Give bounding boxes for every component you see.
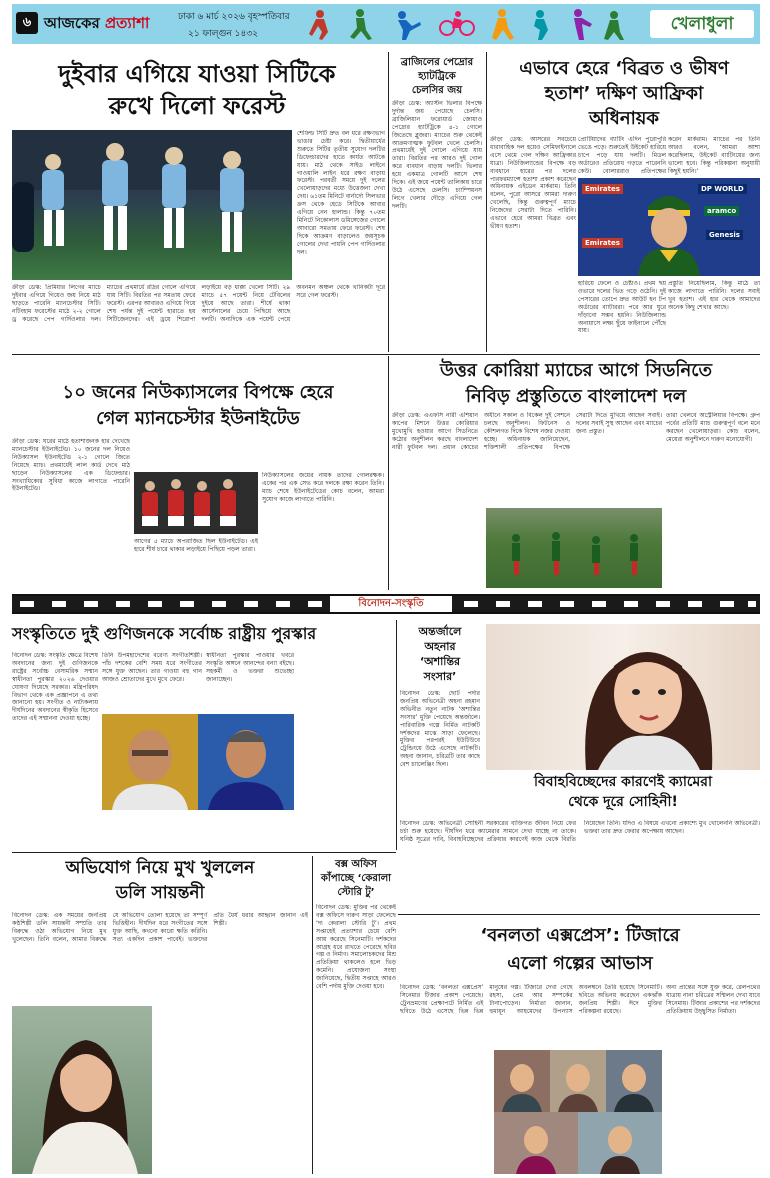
mu-headline-line1: ১০ জনের নিউক্যাসলের বিপক্ষে হেরে <box>62 382 334 403</box>
doli-photo <box>12 1006 152 1174</box>
training-players-icon <box>486 508 662 588</box>
award-body-2: তিনি উপমহাদেশের বরেণ্য সংগীতশিল্পী। পাঁচ দশকের বেশি সময় ধরে সংগীতের সঙ্গে যুক্ত আছেন। তার গাওয়া বহু গান আজও শ্রোতাদের মুখে মুখে ফেরে। <box>102 652 202 683</box>
mu-photo-team <box>134 472 258 534</box>
sponsor-1: Emirates <box>582 184 623 194</box>
sponsor-3: aramco <box>704 206 739 216</box>
award-headline: সংস্কৃতিতে দুই গুণিজনকে সর্বোচ্চ রাষ্ট্রীয় পুরস্কার <box>12 624 317 643</box>
sponsor-board <box>578 178 760 276</box>
award-body-4 <box>102 814 294 848</box>
united-players-icon <box>134 472 258 534</box>
bonolota-headline-line2: এলো গল্পের আভাস <box>507 953 653 974</box>
sa-headline-line1: এভাবে হেরে ‘বিব্রত ও ভীষণ <box>519 58 729 79</box>
story1-body-bottom: ক্রীড়া ডেস্ক: প্রিমিয়ার লিগের ম্যাচে দুইবার এগিয়ে গিয়েও জয় নিয়ে মাঠ ছাড়তে পারেনি ম্যানচেস্টার সিটি। নটিংহাম ফরেস্টের মাঠে ২-২ গোলে ড্র করেছে পেপ গার্দিওলার দল। ম্যাচের প্রথমার্ধে রদ্রির গোলে এগিয়ে যায় সিটি। বিরতির পর সমতায় ফেরে ফরেস্ট। এরপর আবারও এগিয়ে গিয়ে শেষ পর্যন্ত দুই পয়েন্ট হারাতে হয় সিটিজেনদের। এই ড্রয়ে শিরোপা লড়াইয়ে বড় ধাক্কা খেলো সিটি। ২৯ ম্যাচে ৫৭ পয়েন্ট নিয়ে টেবিলের দুইয়ে আছে তারা। শীর্ষে থাকা আর্সেনালের চেয়ে পিছিয়ে আছে দলটি। অন্যদিকে এক পয়েন্ট পেয়ে অবনমন অঞ্চল থেকে খানিকটা দূরে সরে গেল ফরেস্ট। <box>12 284 385 323</box>
masthead <box>12 4 760 44</box>
bd-headline-line1: উত্তর কোরিয়া ম্যাচের আগে সিডনিতে <box>439 360 713 381</box>
doli-body: বিনোদন ডেস্ক: এক সময়ের জনপ্রিয় কণ্ঠশিল্পী ডলি সায়ন্তনী সম্প্রতি তার বিরুদ্ধে ওঠা অভিযোগ নিয়ে মুখ খুলেছেন। তিনি বলেন, আমার বিরুদ্ধে যে অভিযোগ তোলা হয়েছে তা সম্পূর্ণ ভিত্তিহীন। দীর্ঘদিন ধরে সংগীতের সঙ্গে যুক্ত আছি, কখনো কারো ক্ষতি করিনি। সত্য একদিন প্রকাশ পাবেই। ভক্তদের প্রতি ধৈর্য ধরার আহ্বান জানান এই শিল্পী। <box>12 912 308 943</box>
players-silhouette-icon <box>12 130 292 280</box>
story1-headline-line2: রুখে দিলো ফরেস্ট <box>108 92 286 120</box>
aho-headline-line2: অহনার <box>424 640 456 653</box>
date-line-2: ২১ ফাল্গুন ১৪৩২ <box>188 29 259 39</box>
aho-body: বিনোদন ডেস্ক: ছোট পর্দার জনপ্রিয় অভিনেত্রী অহনা রহমান অভিনীত নতুন নাটক ‘অশান্তির সংসার’ মুক্তি পেয়েছে অন্তর্জালে। পারিবারিক গল্পে নির্মিত নাটকটি দর্শকদের মাঝে সাড়া ফেলেছে। মুক্তির পরপরই ইউটিউবে ট্রেন্ডিংয়ে উঠে এসেছে নাটকটি। অহনা জানান, চরিত্রটি তার কাছে বেশ চ্যালেঞ্জিং ছিল। <box>400 690 480 769</box>
aho-headline-line4: সংসার’ <box>423 670 457 683</box>
bd-photo-training <box>486 508 662 588</box>
doli-body-2 <box>156 1006 308 1174</box>
mu-headline <box>12 380 384 432</box>
sports-figures-decoration <box>302 6 632 42</box>
bonolota-headline-line1: ‘বনলতা এক্সপ্রেস’: টিজারে <box>480 925 680 946</box>
paper-name <box>44 12 149 37</box>
sa-headline <box>488 56 760 131</box>
sponsor-4: Emirates <box>582 238 623 248</box>
mu-body-right: নিউক্যাসলের জয়ের নায়ক তাদের গোলরক্ষক। একের পর এক সেভ করে দলকে রক্ষা করেন তিনি। ম্যাচ শেষে ইউনাইটেডের কোচ বলেন, আমরা সুযোগ কাজে লাগাতে পারিনি। <box>262 472 384 503</box>
boxoffice-body: বিনোদন ডেস্ক: মুক্তির পর থেকেই বক্স অফিসে দারুণ সাড়া ফেলেছে ‘দ্য কেরালা স্টোরি টু’। প্রথম সপ্তাহেই প্রত্যাশার চেয়ে বেশি আয় করেছে সিনেমাটি। দর্শকদের আগ্রহ ধরে রাখতে পেরেছে ছবির গল্প ও নির্মাণ। সমালোচকদের মিশ্র প্রতিক্রিয়া থাকলেও হলে ভিড় কমেনি। প্রযোজনা সংস্থা জানিয়েছে, দ্বিতীয় সপ্তাহে আরও বেশি পর্দায় মুক্তি দেওয়া হবে। <box>316 904 396 991</box>
boxoffice-headline-line2: কাঁপাচ্ছে ‘কেরালা <box>320 873 392 884</box>
award-body-3: স্বাধীনতা পুরস্কার পাওয়ার খবরে সংস্কৃতি অঙ্গনে আনন্দের বন্যা বইছে। সহকর্মী ও ভক্তরা শুভেচ্ছা জানাচ্ছেন। <box>206 652 294 683</box>
sa-body-bottom: হারিয়ে ফেলে ও চেষ্টাও। প্রথম ছয় ওভারে দলের ভিত গড়ে ওঠেনি। দুই পেসারের তোপে দ্রুত আউট হন টপ অর্ডারের ব্যাটাররা। পরে আর ঘুরে দাঁড়ানো সম্ভব হয়নি। নিউজিল্যান্ড অনায়াসে লক্ষ্য ছুঁয়ে ফাইনালে পৌঁছে যায়। <box>578 280 666 335</box>
award-photo-laureates <box>102 714 294 810</box>
sa-body-right: করেন মার্করাম। ম্যাচের পর তিনি আরও বলেন, ‘আমরা আশা করেছিলাম, উইকেট ব্যাটিংয়ের জন্য ভালো হবে। কিন্তু পরিকল্পনা অনুযায়ী কিছুই হয়নি।’ <box>668 136 760 175</box>
date-line-1: ঢাকা ৬ মার্চ ২০২৬ বৃহস্পতিবার <box>178 12 290 22</box>
singer-portrait-icon <box>12 1006 152 1174</box>
sa-photo-captain <box>578 178 760 276</box>
sa-headline-line3: অধিনায়ক <box>589 108 659 129</box>
award-body: বিনোদন ডেস্ক: সংস্কৃতি ক্ষেত্রে বিশেষ অবদানের জন্য দুই গুণিজনকে রাষ্ট্রের সর্বোচ্চ বেসামরিক সম্মান স্বাধীনতা পুরস্কার ২০২৬ দেওয়ার ঘোষণা দিয়েছে সরকার। মন্ত্রিপরিষদ বিভাগ থেকে এক প্রজ্ঞাপনে এ তথ্য জানানো হয়। সংগীত ও নাট্যকলায় দীর্ঘদিনের অবদানের স্বীকৃতি হিসেবে তাদের এই সম্মাননা দেওয়া হচ্ছে। <box>12 652 98 723</box>
brazil-headline-line1: ব্রাজিলের পেদ্রোর <box>400 57 474 68</box>
mu-body-mid: আগের ৫ ম্যাচে অপরাজিত ছিল ইউনাইটেড। এই হারে শীর্ষ চারে থাকার লড়াইয়ে পিছিয়ে পড়ল তারা। <box>134 538 258 553</box>
cast-collage-icon <box>494 1050 662 1174</box>
bd-headline-line2: নিবিড় প্রস্তুতিতে বাংলাদেশ দল <box>465 386 687 407</box>
brazil-headline-line3: চেলসির জয় <box>411 85 463 96</box>
story1-body-right: শেফিল্ড সিটি দ্রুত বল ধরে রক্ষণভাগ ভাঙার চেষ্টা করে। দ্বিতীয়ার্ধের শুরুতে সিটির তৃতীয় সুযোগ দলটির ডিফেন্ডারদের হাতে কার্যত আটকে যায়। মাঠ থেকে সাইড লাইনে গাওয়ালি লাইন ধরে রক্ষণ বাড়ায় ফরেস্ট। পরবর্তী সময়ে দুই দলের খেলোয়াড়দের মধ্যে উত্তেজনা দেখা দেয়। ৬১তম মিনিটে বার্নার্দো সিলভার ক্রস থেকে হেডে সিটিকে আবার এগিয়ে নেন হালান্ড। কিন্তু ৭০তম মিনিটে নিকোলাস ডমিঙ্গেজের গোলে আবারো সমতায় ফেরে ফরেস্ট। শেষ দিকে আক্রমণ বাড়ালেও জয়সূচক গোলের দেখা পায়নি পেপ গার্দিওলার দল। <box>297 130 385 256</box>
story1-headline <box>12 58 382 122</box>
sohini-body: বিনোদন ডেস্ক: অভিনেত্রী সোহিনী সরকারের ব্যক্তিগত জীবন নিয়ে ফের চর্চা শুরু হয়েছে। দীর্ঘদিন ধরে ক্যামেরার সামনে দেখা যাচ্ছে না তাকে। ঘনিষ্ঠ সূত্রের দাবি, বিবাহবিচ্ছেদের প্রক্রিয়ার কারণেই কাজ থেকে বিরতি নিয়েছেন তিনি। যদিও এ বিষয়ে এখনো প্রকাশ্যে মুখ খোলেননি অভিনেত্রী। ভক্তরা তার দ্রুত ফেরার অপেক্ষায় আছেন। <box>400 820 760 843</box>
sponsor-5: Genesis <box>706 230 743 240</box>
page-number: ৬ <box>16 12 38 34</box>
bonolota-body: বিনোদন ডেস্ক: ‘বনলতা এক্সপ্রেস’ সিনেমার টিজার প্রকাশ পেয়েছে। ট্রেনভ্রমণের প্রেক্ষাপটে নির্মিত এই ছবিতে উঠে এসেছে ভিন্ন ভিন্ন মানুষের গল্প। টিজারে দেখা গেছে রহস্য, প্রেম আর সম্পর্কের টানাপোড়েন। নির্মাতা জানান, হুমায়ূন আহমেদের উপন্যাস অবলম্বনে তৈরি হয়েছে সিনেমাটি। ছবিতে অভিনয় করেছেন একঝাঁক জনপ্রিয় শিল্পী। ঈদে মুক্তির পরিকল্পনা রয়েছে। <box>400 984 662 1015</box>
award-body-5 <box>298 652 392 848</box>
aho-headline <box>400 624 480 684</box>
sohini-headline <box>486 772 760 812</box>
doli-headline-line1: অভিযোগ নিয়ে মুখ খুললেন <box>65 858 255 878</box>
aho-headline-line3: ‘অশান্তির <box>419 655 461 668</box>
culture-band <box>12 594 760 614</box>
laureates-portraits-icon <box>102 714 294 810</box>
sohini-photo <box>486 624 760 770</box>
bd-headline <box>392 358 760 410</box>
sa-body-left: ক্রীড়া ডেস্ক: আসরের সবচেয়ে ধারাবাহিক দল হয়েও সেমিফাইনালে এসে থেমে গেল দক্ষিণ আফ্রিকার যাত্রা। নিউজিল্যান্ডের বিপক্ষে বড় ব্যবধানে হারের পর দলের পারফরম্যান্সে হতাশা প্রকাশ করেছেন অধিনায়ক এইডেন মার্করাম। তিনি বলেন, পুরো আসরে আমরা দারুণ খেলেছি, কিন্তু গুরুত্বপূর্ণ ম্যাচে নিজেদের সেরাটা দিতে পারিনি। এভাবে হেরে আমরা বিব্রত এবং ভীষণ হতাশ। <box>490 136 576 230</box>
doli-headline <box>12 856 308 906</box>
culture-band-title: বিনোদন-সংস্কৃতি <box>330 596 452 612</box>
bonolota-headline <box>400 922 760 978</box>
boxoffice-headline-line3: স্টোরি টু’ <box>337 887 375 898</box>
aho-headline-line1: অন্তর্জালে <box>418 625 462 638</box>
boxoffice-headline-line1: বক্স অফিস <box>335 859 377 870</box>
story1-headline-line1: দুইবার এগিয়ে যাওয়া সিটিকে <box>58 60 336 88</box>
sa-body-mid: প্রোটিয়াদের ব্যাটিং এদিন পুরোপুরি ভেঙে পড়ে। শুরুতেই উইকেট হারিয়ে চাপে পড়ে যায় দলটি। মিডল অর্ডারেও প্রতিরোধ গড়তে পারেননি কেউ। বোলাররাও প্রতিপক্ষের <box>578 136 666 175</box>
bd-body-left-bottom <box>392 508 482 588</box>
captain-portrait-icon <box>634 184 704 276</box>
bonolota-photo-collage <box>494 1050 662 1174</box>
brazil-headline-line2: হ্যাটট্রিকে <box>418 71 456 82</box>
brazil-body: ক্রীড়া ডেস্ক: অ্যাস্টন ভিলার বিপক্ষে দুর্দান্ত জয় পেয়েছে চেলসি। ব্রাজিলিয়ান ফরোয়ার্ড জোয়াও পেদ্রোর হ্যাটট্রিকে ৪-১ গোলে জিতেছে ব্লুজরা। ম্যাচের শুরু থেকেই আক্রমণাত্মক ফুটবল খেলে চেলসি। প্রথমার্ধেই দুই গোলে এগিয়ে যায় তারা। বিরতির পর আরও দুই গোল করে ব্যবধান বাড়ায় দলটি। ভিলার হয়ে একমাত্র গোলটি আসে শেষ দিকে। এই জয়ে পয়েন্ট তালিকায় চারে উঠে এসেছে চেলসি। চ্যাম্পিয়নস লিগে খেলার দৌড়ে এগিয়ে গেল দলটি। <box>392 100 482 210</box>
doli-headline-line2: ডলি সায়ন্তনী <box>115 883 205 903</box>
sohini-headline-line2: থেকে দূরে সোহিনী! <box>568 794 678 810</box>
sponsor-2: DP WORLD <box>698 184 747 194</box>
mu-body-left: ক্রীড়া ডেস্ক: ঘরের মাঠে হতাশাজনক হার দেখেছে ম্যানচেস্টার ইউনাইটেড। ১০ জনের দল নিয়েও নিউক্যাসল ইউনাইটেড ২-১ গোলে জিতে নিয়েছে ম্যাচ। প্রথমার্ধেই লাল কার্ড দেখে মাঠ ছাড়েন নিউক্যাসলের এক ডিফেন্ডার। সংখ্যাধিক্যের সুবিধা কাজে লাগাতে পারেনি ইউনাইটেড। <box>12 438 130 493</box>
sa-body-left-bottom <box>490 280 576 350</box>
mu-headline-line2: গেল ম্যানচেস্টার ইউনাইটেড <box>96 408 300 429</box>
actress-portrait-icon <box>486 624 760 770</box>
sohini-headline-line1: বিবাহবিচ্ছেদের কারণেই ক্যামেরা <box>533 774 713 790</box>
brazil-headline <box>392 56 482 98</box>
sa-body-far-right: প্রস্তুতি নিয়েছিলাম, কিন্তু মাঠে তা কাজে লাগাতে পারিনি। দলের সবাই খুব হতাশ। এই হার থেকে আমাদের অনেক কিছু শেখার আছে। <box>668 280 760 311</box>
sports-silhouettes-icon <box>302 6 632 42</box>
boxoffice-headline <box>316 858 396 900</box>
story1-photo-players <box>12 130 292 280</box>
sa-headline-line2: হতাশ’ দক্ষিণ আফ্রিকা <box>544 83 704 104</box>
paper-name-part-1: আজকের <box>44 14 100 32</box>
paper-name-part-2: প্রত্যাশা <box>104 14 150 32</box>
section-title: খেলাধুলা <box>650 10 754 38</box>
bonolota-body-right: অন্য প্রান্তের সঙ্গে যুক্ত করে, রেলপথের যাত্রায় নানা চরিত্রের সম্মিলন দেখা যাবে সিনেমায়। টিজার প্রকাশের পর দর্শকদের প্রতিক্রিয়ায় উচ্ছ্বসিত নির্মাতা। <box>666 984 760 1015</box>
bonolota-body-left-bottom <box>400 1050 490 1174</box>
bd-body: ক্রীড়া ডেস্ক: এএফসি নারী এশিয়ান কাপের মিশনে উত্তর কোরিয়ার মুখোমুখি হওয়ার আগে সিডনিতে কঠোর অনুশীলন করছে বাংলাদেশ নারী ফুটবল দল। প্রধান কোচের অধীনে সকাল ও বিকেল দুই সেশনে চলছে অনুশীলন। ফিটনেস ও কৌশলগত দিকে বিশেষ নজর দেওয়া হচ্ছে। অধিনায়ক জানিয়েছেন, শক্তিশালী প্রতিপক্ষের বিপক্ষে সেরাটা দিতে মুখিয়ে আছেন সবাই। দলের সবাই সুস্থ আছেন এবং ম্যাচের জন্য প্রস্তুত। <box>392 412 662 451</box>
bd-body-right: তারা খেলবে অস্ট্রেলিয়ার বিপক্ষে। গ্রুপ পর্বের প্রতিটি ম্যাচ গুরুত্বপূর্ণ বলে মনে করছেন খেলোয়াড়রা। কোচ বলেন, মেয়েরা অনুশীলনে দারুণ মনোযোগী। <box>666 412 760 443</box>
